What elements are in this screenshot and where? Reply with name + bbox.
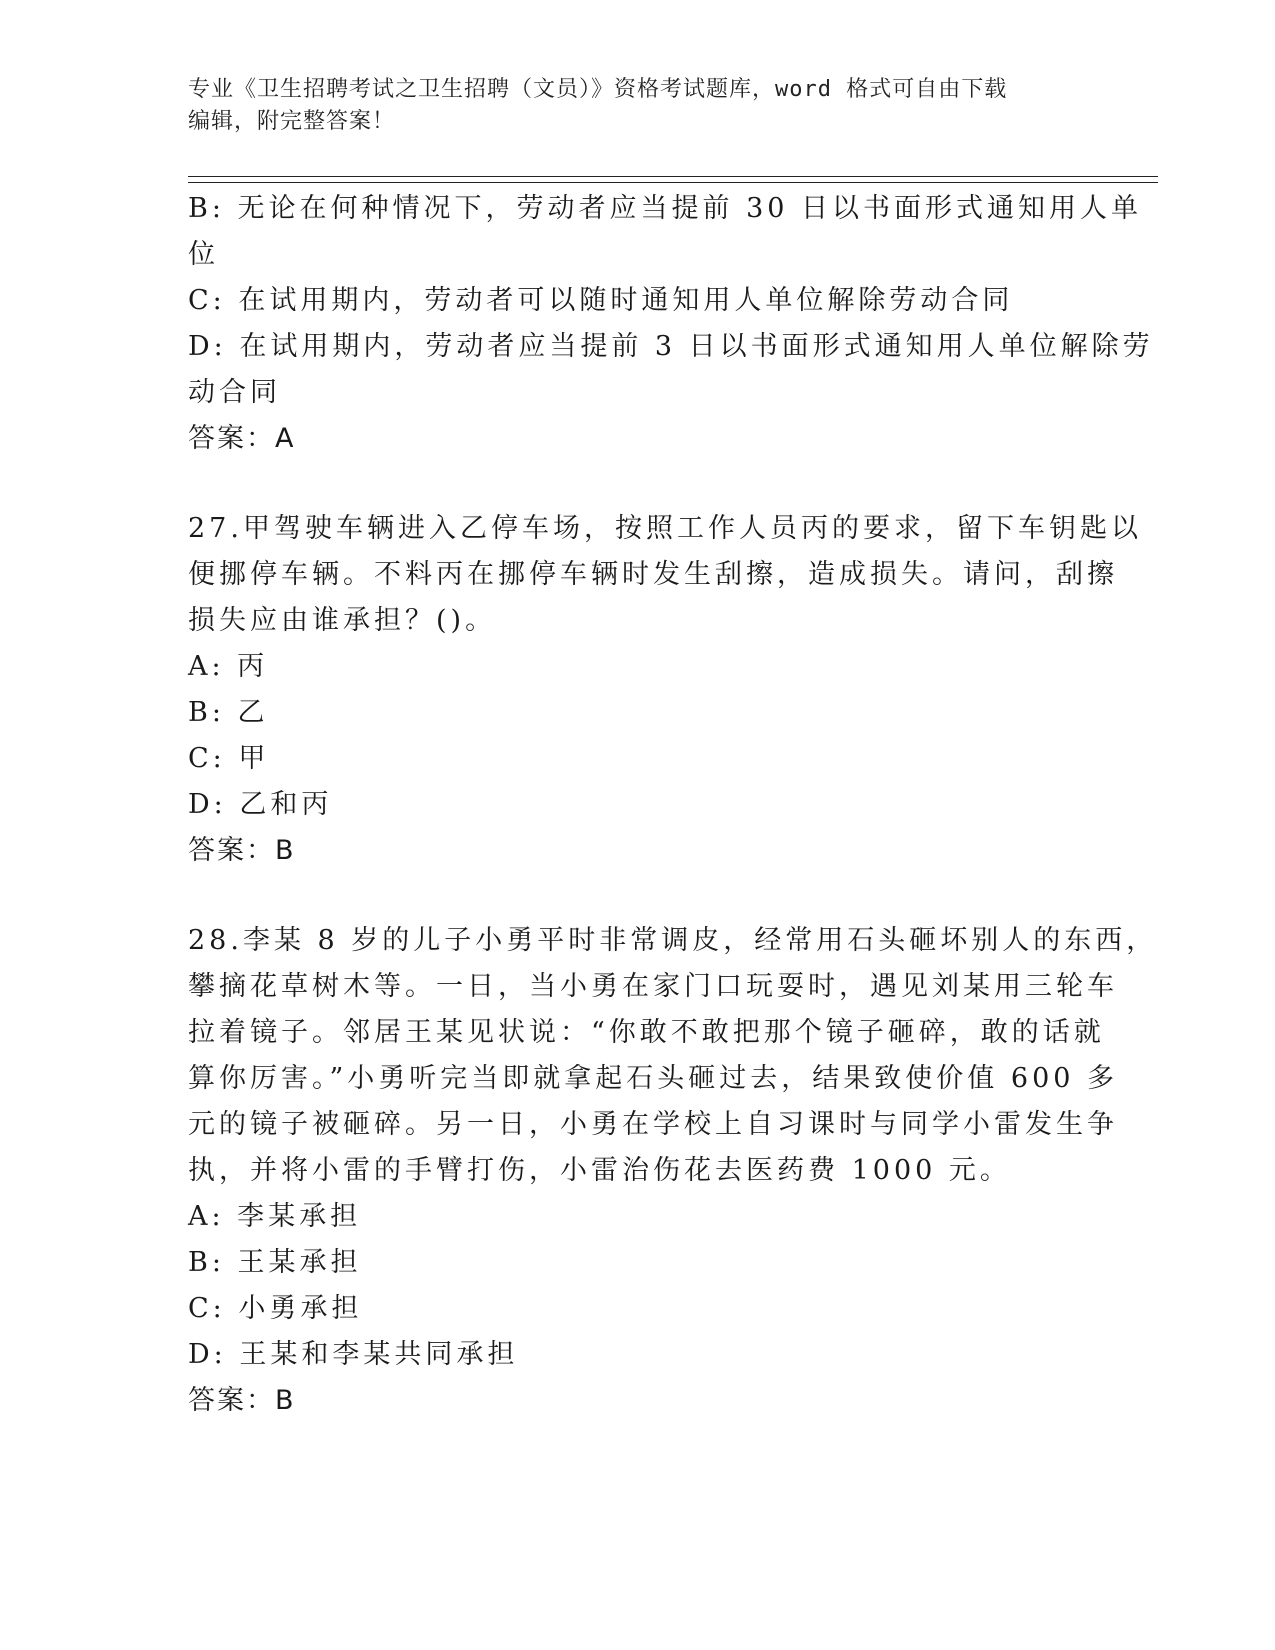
question-28 bbox=[188, 918, 1158, 1424]
question-stem-line-1: 28.李某 8 岁的儿子小勇平时非常调皮，经常用石头砸坏别人的东西， bbox=[188, 925, 1158, 956]
question-stem-line-3: 拉着镜子。邻居王某见状说：“你敢不敢把那个镜子砸碎，敢的话就 bbox=[188, 1017, 1105, 1048]
option-d-line-2: 动合同 bbox=[188, 377, 281, 408]
header-line-2: 编辑，附完整答案！ bbox=[188, 109, 396, 134]
question-26-tail bbox=[188, 186, 1154, 462]
option-a: A: 李某承担 bbox=[188, 1201, 362, 1232]
option-c: C: 小勇承担 bbox=[188, 1293, 363, 1324]
question-27 bbox=[188, 506, 1142, 874]
option-b: B: 乙 bbox=[188, 697, 269, 728]
option-b-line-1: B: 无论在何种情况下，劳动者应当提前 30 日以书面形式通知用人单 bbox=[188, 193, 1143, 224]
option-d: D: 乙和丙 bbox=[188, 789, 333, 820]
option-d-line-1: D: 在试用期内，劳动者应当提前 3 日以书面形式通知用人单位解除劳 bbox=[188, 331, 1154, 362]
answer: 答案：A bbox=[188, 423, 296, 454]
header-line-1: 专业《卫生招聘考试之卫生招聘（文员）》资格考试题库，word 格式可自由下载 bbox=[188, 77, 1008, 102]
question-stem-line-2: 攀摘花草树木等。一日，当小勇在家门口玩耍时，遇见刘某用三轮车 bbox=[188, 971, 1118, 1002]
question-stem-line-5: 元的镜子被砸碎。另一日，小勇在学校上自习课时与同学小雷发生争 bbox=[188, 1109, 1118, 1140]
option-a: A: 丙 bbox=[188, 651, 269, 682]
option-c: C: 在试用期内，劳动者可以随时通知用人单位解除劳动合同 bbox=[188, 285, 1014, 316]
option-c: C: 甲 bbox=[188, 743, 270, 774]
header-divider-top bbox=[188, 176, 1158, 177]
option-d: D: 王某和李某共同承担 bbox=[188, 1339, 519, 1370]
answer: 答案：B bbox=[188, 1385, 296, 1416]
question-stem-line-1: 27.甲驾驶车辆进入乙停车场，按照工作人员丙的要求，留下车钥匙以 bbox=[188, 513, 1142, 544]
question-stem-line-2: 便挪停车辆。不料丙在挪停车辆时发生刮擦，造成损失。请问，刮擦 bbox=[188, 559, 1118, 590]
question-stem-line-6: 执，并将小雷的手臂打伤，小雷治伤花去医药费 1000 元。 bbox=[188, 1155, 1011, 1186]
spacer bbox=[188, 462, 1088, 506]
header-divider-bottom bbox=[188, 182, 1158, 183]
option-b: B: 王某承担 bbox=[188, 1247, 362, 1278]
document-body bbox=[188, 186, 1158, 1424]
option-b-line-2: 位 bbox=[188, 239, 219, 270]
answer: 答案：B bbox=[188, 835, 296, 866]
question-stem-line-3: 损失应由谁承担？()。 bbox=[188, 605, 497, 636]
question-stem-line-4: 算你厉害。”小勇听完当即就拿起石头砸过去，结果致使价值 600 多 bbox=[188, 1063, 1119, 1094]
spacer bbox=[188, 874, 1088, 918]
document-header bbox=[188, 74, 1068, 138]
